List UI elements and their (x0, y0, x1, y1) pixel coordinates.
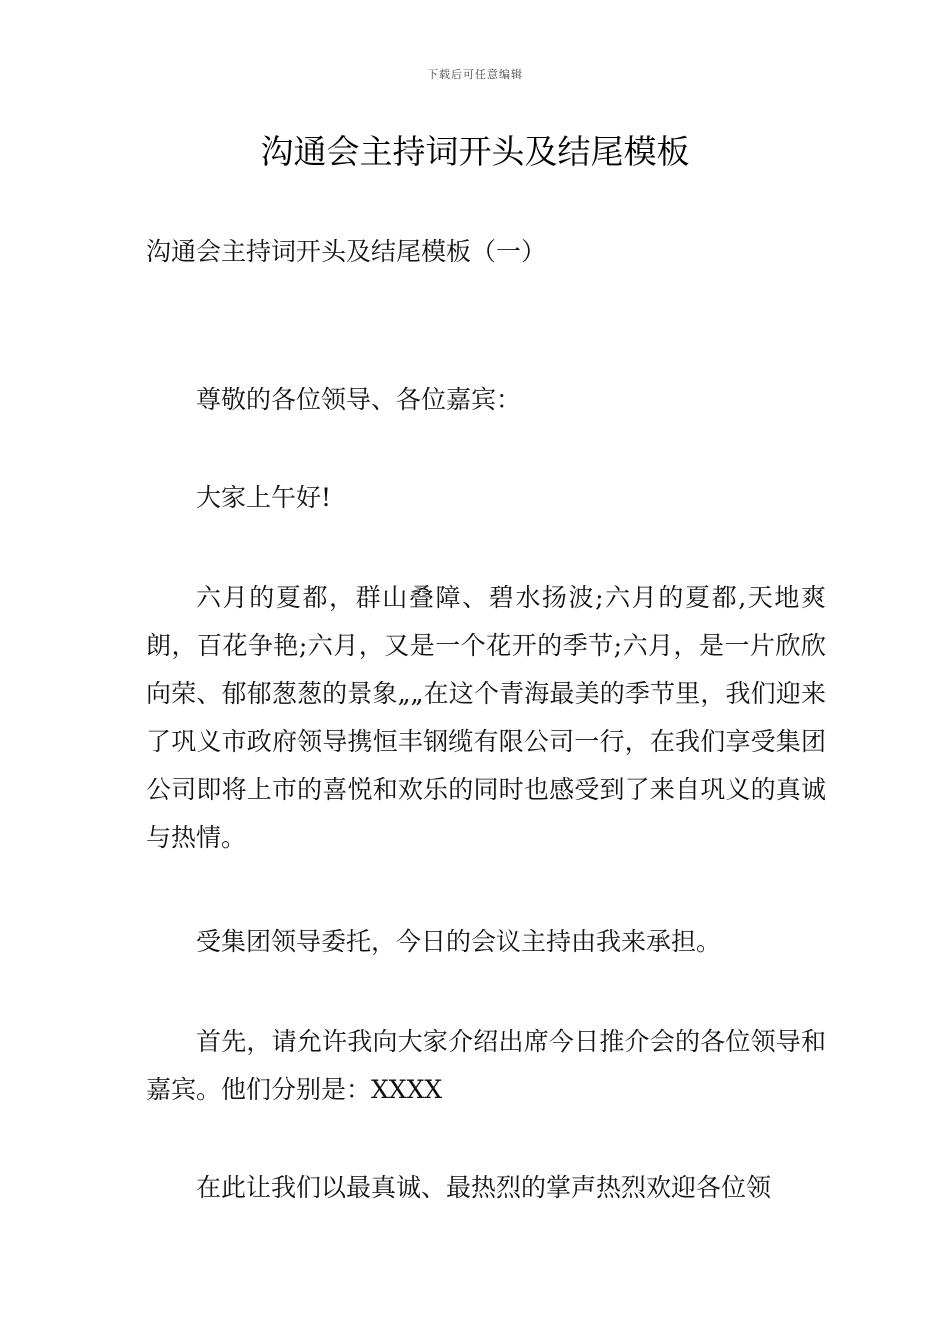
paragraph-opening: 六月的夏都，群山叠障、碧水扬波;六月的夏都,天地爽朗，百花争艳;六月，又是一个花开的季节;六月，是一片欣欣向荣、郁郁葱葱的景象„„在这个青海最美的季节里，我们迎来了巩义市政府领导携恒丰钢缆有限公司一行，在我们享受集团公司即将上市的喜悦和欢乐的同时也感受到了来自巩义的真诚与热情。 (146, 583, 826, 852)
paragraph-welcome: 在此让我们以最真诚、最热烈的掌声热烈欢迎各位领 (196, 1173, 772, 1202)
paragraph-guest-intro: 首先，请允许我向大家介绍出席今日推介会的各位领导和嘉宾。他们分别是：XXXX (146, 1027, 826, 1104)
paragraph-greeting: 大家上午好! (196, 483, 332, 512)
header-note: 下载后可任意编辑 (427, 68, 523, 81)
paragraph-salutation: 尊敬的各位领导、各位嘉宾： (196, 385, 522, 414)
document-subtitle: 沟通会主持词开头及结尾模板（一） (146, 237, 547, 266)
paragraph-host-intro: 受集团领导委托，今日的会议主持由我来承担。 (196, 927, 722, 956)
document-title: 沟通会主持词开头及结尾模板 (260, 132, 690, 171)
